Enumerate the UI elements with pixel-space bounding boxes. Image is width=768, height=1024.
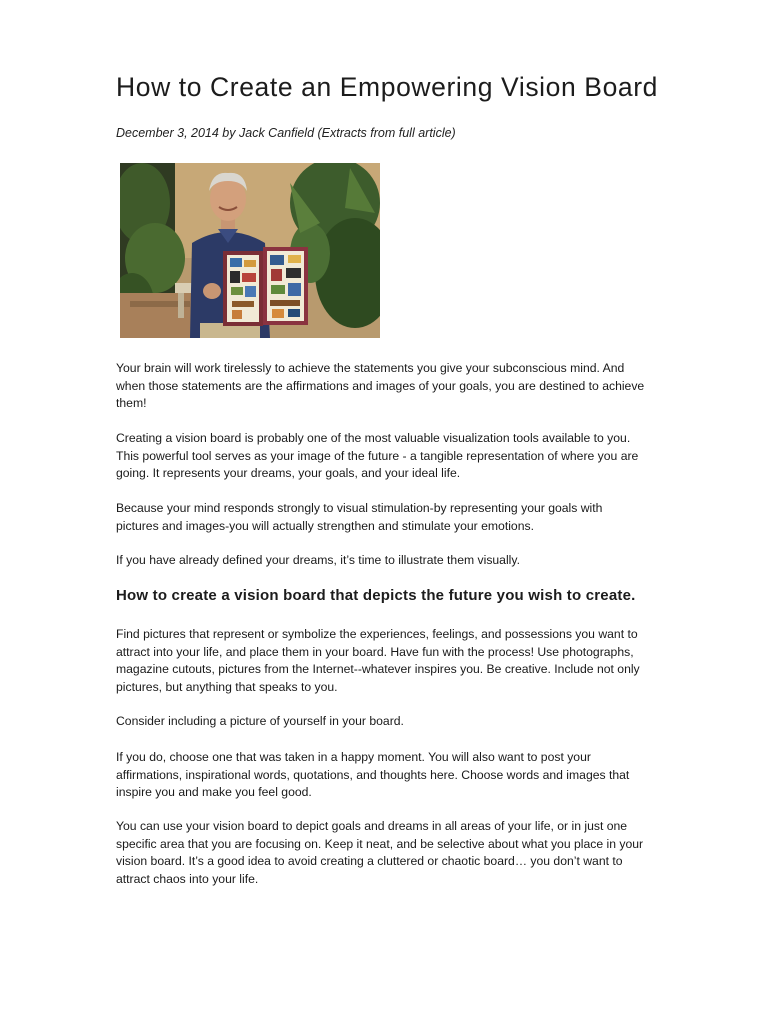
paragraph-2: Creating a vision board is probably one of the most valuable visualization tools available to you. This powerful tool serves as your image of the future - a tangible representation of where you are going. It represents your dreams, your goals, and your ideal life. [116,431,639,481]
article-byline: December 3, 2014 by Jack Canfield (Extracts from full article) [116,126,456,140]
article-photo [120,163,380,338]
paragraph-5: Find pictures that represent or symbolize the experiences, feelings, and possessions you want to attract into your life, and place them in your board. Have fun with the process! Use photographs, magazine cutouts, pictures from the Internet--whatever inspires you. Be creative. Include not only pictures, but anything that speaks to you. [116,627,640,694]
article-title: How to Create an Empowering Vision Board [116,72,659,102]
paragraph-8: You can use your vision board to depict goals and dreams in all areas of your life, or in just one specific area that you are focusing on. Keep it neat, and be selective about what you place in your vision board. It’s a good idea to avoid creating a cluttered or chaotic board… you don’t want to attract chaos into your life. [116,819,644,886]
paragraph-6: Consider including a picture of yourself in your board. [116,714,404,728]
paragraph-4: If you have already defined your dreams, it’s time to illustrate them visually. [116,553,520,567]
paragraph-7: If you do, choose one that was taken in a happy moment. You will also want to post your affirmations, inspirational words, quotations, and thoughts here. Choose words and images that inspire you and make you feel good. [116,750,630,800]
paragraph-1: Your brain will work tirelessly to achieve the statements you give your subconscious mind. And when those statements are the affirmations and images of your goals, you are destined to achieve them! [116,361,645,411]
photo-illustration [120,163,380,338]
paragraph-3: Because your mind responds strongly to visual stimulation-by representing your goals with pictures and images-you will actually strengthen and stimulate your emotions. [116,501,603,533]
section-subheading: How to create a vision board that depicts the future you wish to create. [116,587,636,604]
